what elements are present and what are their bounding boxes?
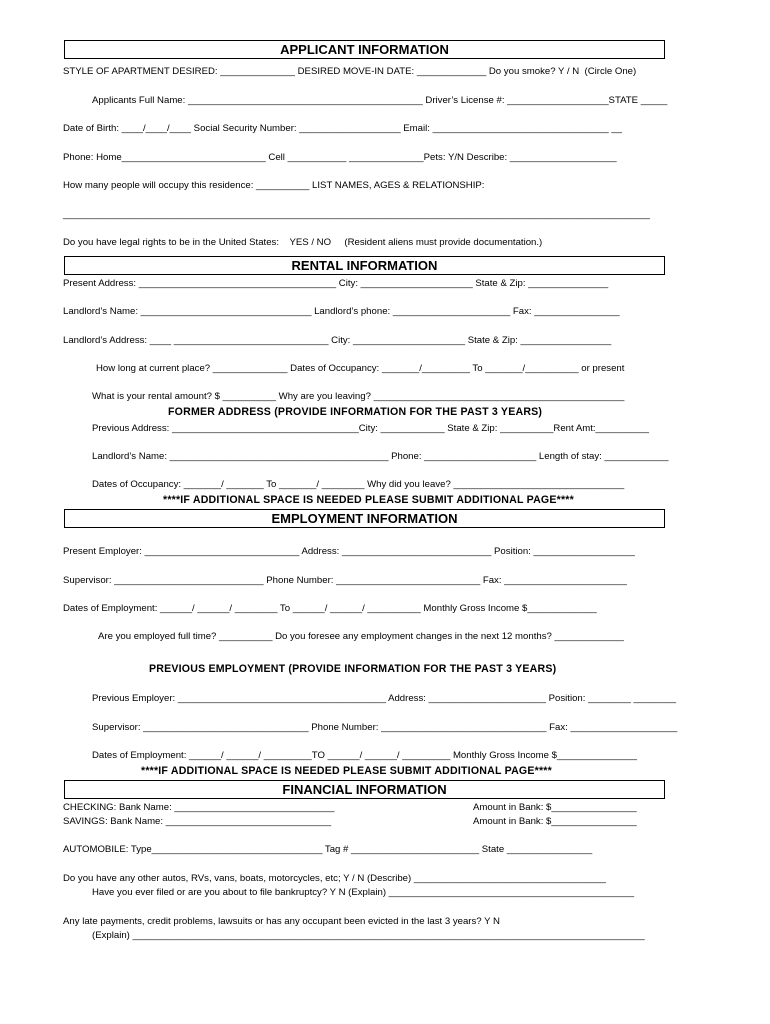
subheader-previous-employment: PREVIOUS EMPLOYMENT (PROVIDE INFORMATION FOR THE PAST 3 YEARS) <box>149 663 557 675</box>
field-previous-employment-dates[interactable]: Dates of Employment: ______/ ______/ _________TO ______/ ______/ _________ Monthly Gross Income $_______________ <box>92 750 637 761</box>
field-phone[interactable]: Phone: Home___________________________ Cell ___________ ______________Pets: Y/N Describe: ____________________ <box>63 152 617 163</box>
section-header-employment: EMPLOYMENT INFORMATION <box>64 509 665 528</box>
field-occupants-list[interactable]: ______________________________________________________________________________________________________________ <box>63 209 650 220</box>
field-full-time[interactable]: Are you employed full time? __________ Do you foresee any employment changes in the next 12 months? _____________ <box>98 631 624 642</box>
field-employment-dates[interactable]: Dates of Employment: ______/ ______/ ________ To ______/ ______/ __________ Monthly Gross Income $_____________ <box>63 603 597 614</box>
field-savings-amount[interactable]: Amount in Bank: $________________ <box>473 816 637 827</box>
field-savings-bank[interactable]: SAVINGS: Bank Name: _______________________________ <box>63 816 332 827</box>
section-header-applicant: APPLICANT INFORMATION <box>64 40 665 59</box>
field-landlord-address[interactable]: Landlord’s Address: ____ _____________________________ City: _____________________ State & Zip: _________________ <box>63 335 612 346</box>
field-applicant-name[interactable]: Applicants Full Name: ____________________________________________ Driver’s License #: ___________________STATE _____ <box>92 95 668 106</box>
notice-additional-space-2: ****IF ADDITIONAL SPACE IS NEEDED PLEASE SUBMIT ADDITIONAL PAGE**** <box>141 765 552 777</box>
field-checking-bank[interactable]: CHECKING: Bank Name: ______________________________ <box>63 802 335 813</box>
field-previous-address[interactable]: Previous Address: ___________________________________City: ____________ State & Zip: __________Rent Amt:__________ <box>92 423 649 434</box>
question-late-payments: Any late payments, credit problems, lawsuits or has any occupant been evicted in the last 3 years? Y N <box>63 916 500 927</box>
notice-additional-space-1: ****IF ADDITIONAL SPACE IS NEEDED PLEASE SUBMIT ADDITIONAL PAGE**** <box>163 494 574 506</box>
field-checking-amount[interactable]: Amount in Bank: $________________ <box>473 802 637 813</box>
field-present-address[interactable]: Present Address: _____________________________________ City: _____________________ State & Zip: _______________ <box>63 278 609 289</box>
field-legal-rights[interactable]: Do you have legal rights to be in the United States: YES / NO (Resident aliens must provide documentation.) <box>63 237 543 248</box>
field-previous-supervisor[interactable]: Supervisor: _______________________________ Phone Number: _______________________________ Fax: ____________________ <box>92 722 678 733</box>
section-header-financial: FINANCIAL INFORMATION <box>64 780 665 799</box>
subheader-former-address: FORMER ADDRESS (PROVIDE INFORMATION FOR THE PAST 3 YEARS) <box>168 406 543 418</box>
field-former-occupancy[interactable]: Dates of Occupancy: _______/ _______ To _______/ ________ Why did you leave? ________________________________ <box>92 479 625 490</box>
field-present-employer[interactable]: Present Employer: _____________________________ Address: ____________________________ Position: ___________________ <box>63 546 635 557</box>
field-former-landlord[interactable]: Landlord’s Name: _________________________________________ Phone: _____________________ Length of stay: ____________ <box>92 451 669 462</box>
field-previous-employer[interactable]: Previous Employer: _______________________________________ Address: ______________________ Position: ________ ________ <box>92 693 677 704</box>
field-supervisor[interactable]: Supervisor: ____________________________ Phone Number: ___________________________ Fax: _______________________ <box>63 575 627 586</box>
field-other-vehicles[interactable]: Do you have any other autos, RVs, vans, boats, motorcycles, etc; Y / N (Describe) ____________________________________ <box>63 873 606 884</box>
field-bankruptcy[interactable]: Have you ever filed or are you about to file bankruptcy? Y N (Explain) ______________________________________________ <box>92 887 635 898</box>
field-rental-amount[interactable]: What is your rental amount? $ __________ Why are you leaving? _______________________________________________ <box>92 391 625 402</box>
field-automobile[interactable]: AUTOMOBILE: Type________________________________ Tag # ________________________ State ________________ <box>63 844 593 855</box>
section-header-rental: RENTAL INFORMATION <box>64 256 665 275</box>
field-landlord-name[interactable]: Landlord’s Name: ________________________________ Landlord’s phone: ______________________ Fax: ________________ <box>63 306 620 317</box>
field-late-payments-explain[interactable]: (Explain) ________________________________________________________________________________________________ <box>92 930 645 941</box>
field-current-duration[interactable]: How long at current place? ______________ Dates of Occupancy: _______/_________ To _______/__________ or present <box>96 363 625 374</box>
field-occupants[interactable]: How many people will occupy this residence: __________ LIST NAMES, AGES & RELATIONSHIP: <box>63 180 485 191</box>
field-dob[interactable]: Date of Birth: ____/____/____ Social Security Number: ___________________ Email: _________________________________ __ <box>63 123 623 134</box>
field-apartment-style[interactable]: STYLE OF APARTMENT DESIRED: ______________ DESIRED MOVE-IN DATE: _____________ Do you smoke? Y / N (Circle One) <box>63 66 637 77</box>
